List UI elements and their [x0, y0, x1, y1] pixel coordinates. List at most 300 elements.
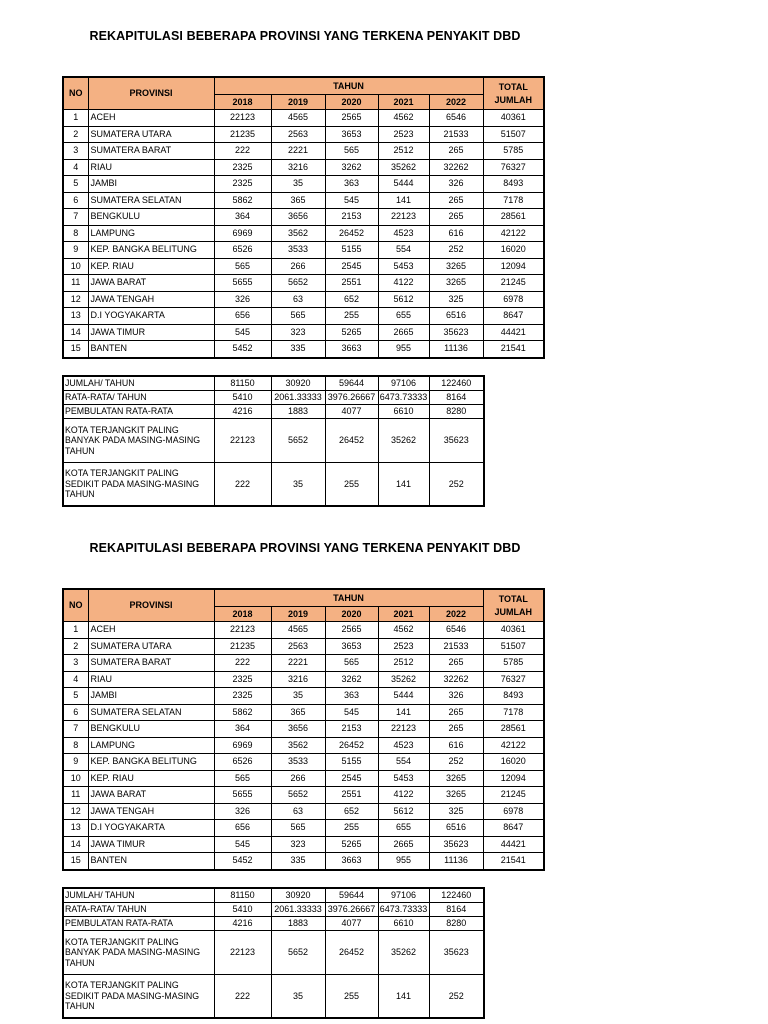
row-total: 6978	[483, 291, 544, 308]
row-value: 6526	[214, 242, 271, 259]
summary-value: 6473.73333	[378, 903, 429, 917]
row-no: 14	[63, 836, 88, 853]
summary-value: 141	[378, 463, 429, 507]
row-value: 32262	[429, 159, 483, 176]
row-value: 141	[378, 192, 429, 209]
table-row	[63, 209, 544, 226]
section-title: REKAPITULASI BEBERAPA PROVINSI YANG TERKENA PENYAKIT DBD	[89, 29, 521, 43]
row-value: 545	[214, 324, 271, 341]
row-no: 15	[63, 341, 88, 358]
row-value: 565	[325, 143, 378, 160]
row-province: SUMATERA SELATAN	[88, 704, 214, 721]
summary-value: 2061.33333	[271, 903, 325, 917]
row-total: 6978	[483, 803, 544, 820]
table-row	[63, 275, 544, 292]
summary-value: 30920	[271, 376, 325, 391]
summary-table	[62, 887, 485, 1019]
row-value: 26452	[325, 225, 378, 242]
row-no: 8	[63, 225, 88, 242]
row-value: 22123	[214, 622, 271, 639]
row-value: 3663	[325, 341, 378, 358]
row-value: 363	[325, 688, 378, 705]
header-year: 2022	[429, 607, 483, 622]
row-value: 6546	[429, 110, 483, 127]
summary-row	[63, 376, 484, 391]
row-value: 5444	[378, 176, 429, 193]
row-value: 4122	[378, 787, 429, 804]
header-year: 2022	[429, 95, 483, 110]
row-value: 252	[429, 754, 483, 771]
row-province: SUMATERA UTARA	[88, 638, 214, 655]
row-value: 35262	[378, 159, 429, 176]
row-value: 21533	[429, 638, 483, 655]
row-value: 5652	[271, 787, 325, 804]
summary-row	[63, 888, 484, 903]
row-value: 265	[429, 209, 483, 226]
header-year: 2020	[325, 95, 378, 110]
row-total: 5785	[483, 655, 544, 672]
row-value: 265	[429, 143, 483, 160]
row-total: 8647	[483, 308, 544, 325]
table-row	[63, 110, 544, 127]
row-value: 554	[378, 754, 429, 771]
table-row	[63, 836, 544, 853]
row-value: 5612	[378, 291, 429, 308]
summary-value: 5410	[214, 903, 271, 917]
header-tahun: TAHUN	[214, 589, 483, 607]
header-total-line2: JUMLAH	[494, 606, 533, 617]
row-value: 3653	[325, 126, 378, 143]
row-value: 3262	[325, 159, 378, 176]
row-province: RIAU	[88, 159, 214, 176]
row-total: 51507	[483, 126, 544, 143]
summary-label: KOTA TERJANGKIT PALING BANYAK PADA MASING-MASING TAHUN	[63, 931, 214, 975]
row-no: 4	[63, 159, 88, 176]
row-value: 656	[214, 308, 271, 325]
row-total: 44421	[483, 324, 544, 341]
table-row	[63, 159, 544, 176]
summary-value: 59644	[325, 376, 378, 391]
row-value: 63	[271, 291, 325, 308]
row-value: 22123	[214, 110, 271, 127]
row-value: 222	[214, 143, 271, 160]
table-row	[63, 754, 544, 771]
header-total-line1: TOTAL	[498, 594, 528, 605]
row-value: 35	[271, 176, 325, 193]
row-total: 76327	[483, 671, 544, 688]
row-no: 5	[63, 688, 88, 705]
summary-value: 35	[271, 463, 325, 507]
summary-value: 4077	[325, 917, 378, 931]
summary-value: 255	[325, 463, 378, 507]
row-value: 265	[429, 721, 483, 738]
row-no: 10	[63, 770, 88, 787]
summary-value: 3976.26667	[325, 391, 378, 405]
summary-value: 35623	[429, 419, 484, 463]
summary-value: 26452	[325, 931, 378, 975]
row-value: 652	[325, 803, 378, 820]
row-no: 5	[63, 176, 88, 193]
summary-label: PEMBULATAN RATA-RATA	[63, 405, 214, 419]
table-row	[63, 143, 544, 160]
row-value: 35262	[378, 671, 429, 688]
row-province: D.I YOGYAKARTA	[88, 308, 214, 325]
row-value: 565	[325, 655, 378, 672]
row-province: D.I YOGYAKARTA	[88, 820, 214, 837]
row-value: 32262	[429, 671, 483, 688]
summary-value: 35262	[378, 931, 429, 975]
row-value: 4562	[378, 110, 429, 127]
row-value: 616	[429, 737, 483, 754]
row-value: 565	[214, 770, 271, 787]
row-value: 3265	[429, 787, 483, 804]
row-value: 255	[325, 820, 378, 837]
row-value: 5655	[214, 275, 271, 292]
header-year: 2020	[325, 607, 378, 622]
row-no: 1	[63, 110, 88, 127]
row-value: 3533	[271, 242, 325, 259]
header-year: 2018	[214, 607, 271, 622]
row-value: 3562	[271, 225, 325, 242]
row-value: 2153	[325, 721, 378, 738]
row-total: 28561	[483, 209, 544, 226]
summary-value: 8280	[429, 405, 484, 419]
row-value: 266	[271, 770, 325, 787]
row-value: 655	[378, 820, 429, 837]
row-province: SUMATERA SELATAN	[88, 192, 214, 209]
summary-value: 35623	[429, 931, 484, 975]
row-no: 15	[63, 853, 88, 870]
row-province: BENGKULU	[88, 721, 214, 738]
summary-value: 8164	[429, 391, 484, 405]
row-value: 363	[325, 176, 378, 193]
table-row	[63, 704, 544, 721]
row-value: 2565	[325, 110, 378, 127]
row-value: 21533	[429, 126, 483, 143]
row-value: 5265	[325, 836, 378, 853]
row-value: 545	[325, 704, 378, 721]
summary-value: 59644	[325, 888, 378, 903]
header-year: 2018	[214, 95, 271, 110]
row-value: 365	[271, 192, 325, 209]
row-value: 955	[378, 341, 429, 358]
summary-value: 6610	[378, 917, 429, 931]
row-value: 21235	[214, 126, 271, 143]
summary-value: 35	[271, 975, 325, 1019]
row-total: 76327	[483, 159, 544, 176]
row-value: 3533	[271, 754, 325, 771]
row-value: 5453	[378, 770, 429, 787]
row-no: 9	[63, 754, 88, 771]
row-value: 2325	[214, 688, 271, 705]
row-no: 3	[63, 655, 88, 672]
row-value: 655	[378, 308, 429, 325]
row-province: JAWA BARAT	[88, 275, 214, 292]
summary-value: 4216	[214, 405, 271, 419]
header-total	[483, 589, 544, 622]
row-value: 265	[429, 192, 483, 209]
table-row	[63, 721, 544, 738]
row-value: 2563	[271, 126, 325, 143]
row-total: 8647	[483, 820, 544, 837]
row-province: JAWA TENGAH	[88, 291, 214, 308]
row-value: 21235	[214, 638, 271, 655]
row-value: 2565	[325, 622, 378, 639]
summary-table	[62, 375, 485, 507]
summary-row	[63, 463, 484, 507]
table-row	[63, 176, 544, 193]
summary-value: 255	[325, 975, 378, 1019]
header-tahun: TAHUN	[214, 77, 483, 95]
summary-label: RATA-RATA/ TAHUN	[63, 903, 214, 917]
row-value: 565	[271, 308, 325, 325]
row-value: 364	[214, 721, 271, 738]
row-total: 21245	[483, 275, 544, 292]
summary-row	[63, 975, 484, 1019]
summary-row	[63, 391, 484, 405]
row-province: JAMBI	[88, 688, 214, 705]
row-value: 6969	[214, 225, 271, 242]
row-value: 3262	[325, 671, 378, 688]
row-value: 326	[214, 803, 271, 820]
row-value: 4122	[378, 275, 429, 292]
row-province: JAWA TIMUR	[88, 836, 214, 853]
table-row	[63, 655, 544, 672]
summary-value: 5410	[214, 391, 271, 405]
row-value: 365	[271, 704, 325, 721]
dbd-province-table	[62, 76, 545, 359]
row-no: 4	[63, 671, 88, 688]
row-value: 3216	[271, 159, 325, 176]
row-total: 8493	[483, 688, 544, 705]
row-value: 2512	[378, 143, 429, 160]
row-value: 2551	[325, 787, 378, 804]
summary-value: 5652	[271, 931, 325, 975]
row-value: 4523	[378, 737, 429, 754]
summary-value: 141	[378, 975, 429, 1019]
row-value: 3656	[271, 209, 325, 226]
row-value: 2563	[271, 638, 325, 655]
row-value: 2512	[378, 655, 429, 672]
row-province: RIAU	[88, 671, 214, 688]
header-year: 2021	[378, 607, 429, 622]
header-year: 2021	[378, 95, 429, 110]
row-province: LAMPUNG	[88, 225, 214, 242]
row-value: 325	[429, 803, 483, 820]
row-value: 2325	[214, 176, 271, 193]
summary-label: JUMLAH/ TAHUN	[63, 376, 214, 391]
summary-row	[63, 931, 484, 975]
summary-row	[63, 903, 484, 917]
row-value: 2665	[378, 836, 429, 853]
summary-value: 4216	[214, 917, 271, 931]
row-value: 326	[429, 176, 483, 193]
row-value: 3265	[429, 275, 483, 292]
row-province: JAWA TENGAH	[88, 803, 214, 820]
row-value: 2523	[378, 638, 429, 655]
table-row	[63, 820, 544, 837]
row-province: ACEH	[88, 622, 214, 639]
summary-label: JUMLAH/ TAHUN	[63, 888, 214, 903]
header-total-line1: TOTAL	[498, 82, 528, 93]
row-province: BENGKULU	[88, 209, 214, 226]
row-no: 14	[63, 324, 88, 341]
row-value: 22123	[378, 721, 429, 738]
row-value: 3653	[325, 638, 378, 655]
row-value: 5452	[214, 341, 271, 358]
row-no: 10	[63, 258, 88, 275]
row-value: 3265	[429, 770, 483, 787]
summary-value: 4077	[325, 405, 378, 419]
row-value: 3656	[271, 721, 325, 738]
summary-value: 26452	[325, 419, 378, 463]
table-row	[63, 787, 544, 804]
row-value: 955	[378, 853, 429, 870]
row-value: 2545	[325, 258, 378, 275]
table-row	[63, 853, 544, 870]
row-value: 6526	[214, 754, 271, 771]
summary-value: 1883	[271, 405, 325, 419]
table-row	[63, 258, 544, 275]
row-value: 35623	[429, 324, 483, 341]
summary-label: KOTA TERJANGKIT PALING BANYAK PADA MASING-MASING TAHUN	[63, 419, 214, 463]
summary-value: 252	[429, 463, 484, 507]
row-total: 42122	[483, 225, 544, 242]
table-row	[63, 308, 544, 325]
row-value: 5655	[214, 787, 271, 804]
row-total: 5785	[483, 143, 544, 160]
row-value: 3265	[429, 258, 483, 275]
row-value: 2545	[325, 770, 378, 787]
row-value: 35623	[429, 836, 483, 853]
table-row	[63, 192, 544, 209]
row-value: 3562	[271, 737, 325, 754]
summary-value: 8280	[429, 917, 484, 931]
summary-value: 81150	[214, 376, 271, 391]
row-value: 2325	[214, 159, 271, 176]
row-total: 7178	[483, 704, 544, 721]
table-row	[63, 770, 544, 787]
row-no: 7	[63, 721, 88, 738]
row-value: 2665	[378, 324, 429, 341]
summary-value: 1883	[271, 917, 325, 931]
row-value: 252	[429, 242, 483, 259]
row-province: KEP. RIAU	[88, 770, 214, 787]
row-value: 545	[325, 192, 378, 209]
row-value: 2221	[271, 655, 325, 672]
row-no: 8	[63, 737, 88, 754]
row-value: 656	[214, 820, 271, 837]
row-total: 7178	[483, 192, 544, 209]
header-total-line2: JUMLAH	[494, 94, 533, 105]
header-year: 2019	[271, 95, 325, 110]
summary-value: 2061.33333	[271, 391, 325, 405]
row-value: 6546	[429, 622, 483, 639]
table-row	[63, 291, 544, 308]
table-row	[63, 225, 544, 242]
row-total: 21541	[483, 853, 544, 870]
row-value: 5155	[325, 754, 378, 771]
row-total: 51507	[483, 638, 544, 655]
row-no: 13	[63, 308, 88, 325]
row-total: 21541	[483, 341, 544, 358]
header-no: NO	[63, 589, 88, 622]
row-province: LAMPUNG	[88, 737, 214, 754]
summary-value: 5652	[271, 419, 325, 463]
section-title: REKAPITULASI BEBERAPA PROVINSI YANG TERKENA PENYAKIT DBD	[89, 541, 521, 555]
table-row	[63, 324, 544, 341]
row-no: 11	[63, 275, 88, 292]
row-value: 5612	[378, 803, 429, 820]
row-no: 6	[63, 192, 88, 209]
summary-value: 222	[214, 463, 271, 507]
table-row	[63, 341, 544, 358]
header-total	[483, 77, 544, 110]
summary-value: 8164	[429, 903, 484, 917]
summary-row	[63, 419, 484, 463]
row-value: 5444	[378, 688, 429, 705]
row-no: 2	[63, 126, 88, 143]
row-no: 9	[63, 242, 88, 259]
row-value: 652	[325, 291, 378, 308]
row-value: 325	[429, 291, 483, 308]
row-value: 616	[429, 225, 483, 242]
table-row	[63, 737, 544, 754]
row-total: 16020	[483, 242, 544, 259]
row-province: KEP. BANGKA BELITUNG	[88, 242, 214, 259]
summary-value: 97106	[378, 888, 429, 903]
row-value: 565	[271, 820, 325, 837]
row-province: KEP. BANGKA BELITUNG	[88, 754, 214, 771]
row-value: 5155	[325, 242, 378, 259]
summary-value: 6473.73333	[378, 391, 429, 405]
summary-label: KOTA TERJANGKIT PALING SEDIKIT PADA MASING-MASING TAHUN	[63, 975, 214, 1019]
summary-value: 3976.26667	[325, 903, 378, 917]
summary-row	[63, 917, 484, 931]
header-no: NO	[63, 77, 88, 110]
row-value: 6516	[429, 820, 483, 837]
row-value: 5862	[214, 192, 271, 209]
summary-value: 122460	[429, 376, 484, 391]
row-value: 2523	[378, 126, 429, 143]
row-total: 21245	[483, 787, 544, 804]
row-value: 326	[214, 291, 271, 308]
row-value: 4523	[378, 225, 429, 242]
summary-value: 222	[214, 975, 271, 1019]
row-value: 335	[271, 341, 325, 358]
header-provinsi: PROVINSI	[88, 589, 214, 622]
row-no: 3	[63, 143, 88, 160]
row-value: 141	[378, 704, 429, 721]
table-row	[63, 688, 544, 705]
row-total: 40361	[483, 622, 544, 639]
row-value: 3216	[271, 671, 325, 688]
row-no: 7	[63, 209, 88, 226]
row-value: 3663	[325, 853, 378, 870]
row-total: 44421	[483, 836, 544, 853]
row-value: 554	[378, 242, 429, 259]
row-value: 2153	[325, 209, 378, 226]
row-total: 12094	[483, 258, 544, 275]
row-province: JAWA BARAT	[88, 787, 214, 804]
row-value: 11136	[429, 341, 483, 358]
summary-value: 122460	[429, 888, 484, 903]
row-value: 255	[325, 308, 378, 325]
row-value: 35	[271, 688, 325, 705]
row-value: 4565	[271, 622, 325, 639]
row-value: 26452	[325, 737, 378, 754]
summary-value: 30920	[271, 888, 325, 903]
